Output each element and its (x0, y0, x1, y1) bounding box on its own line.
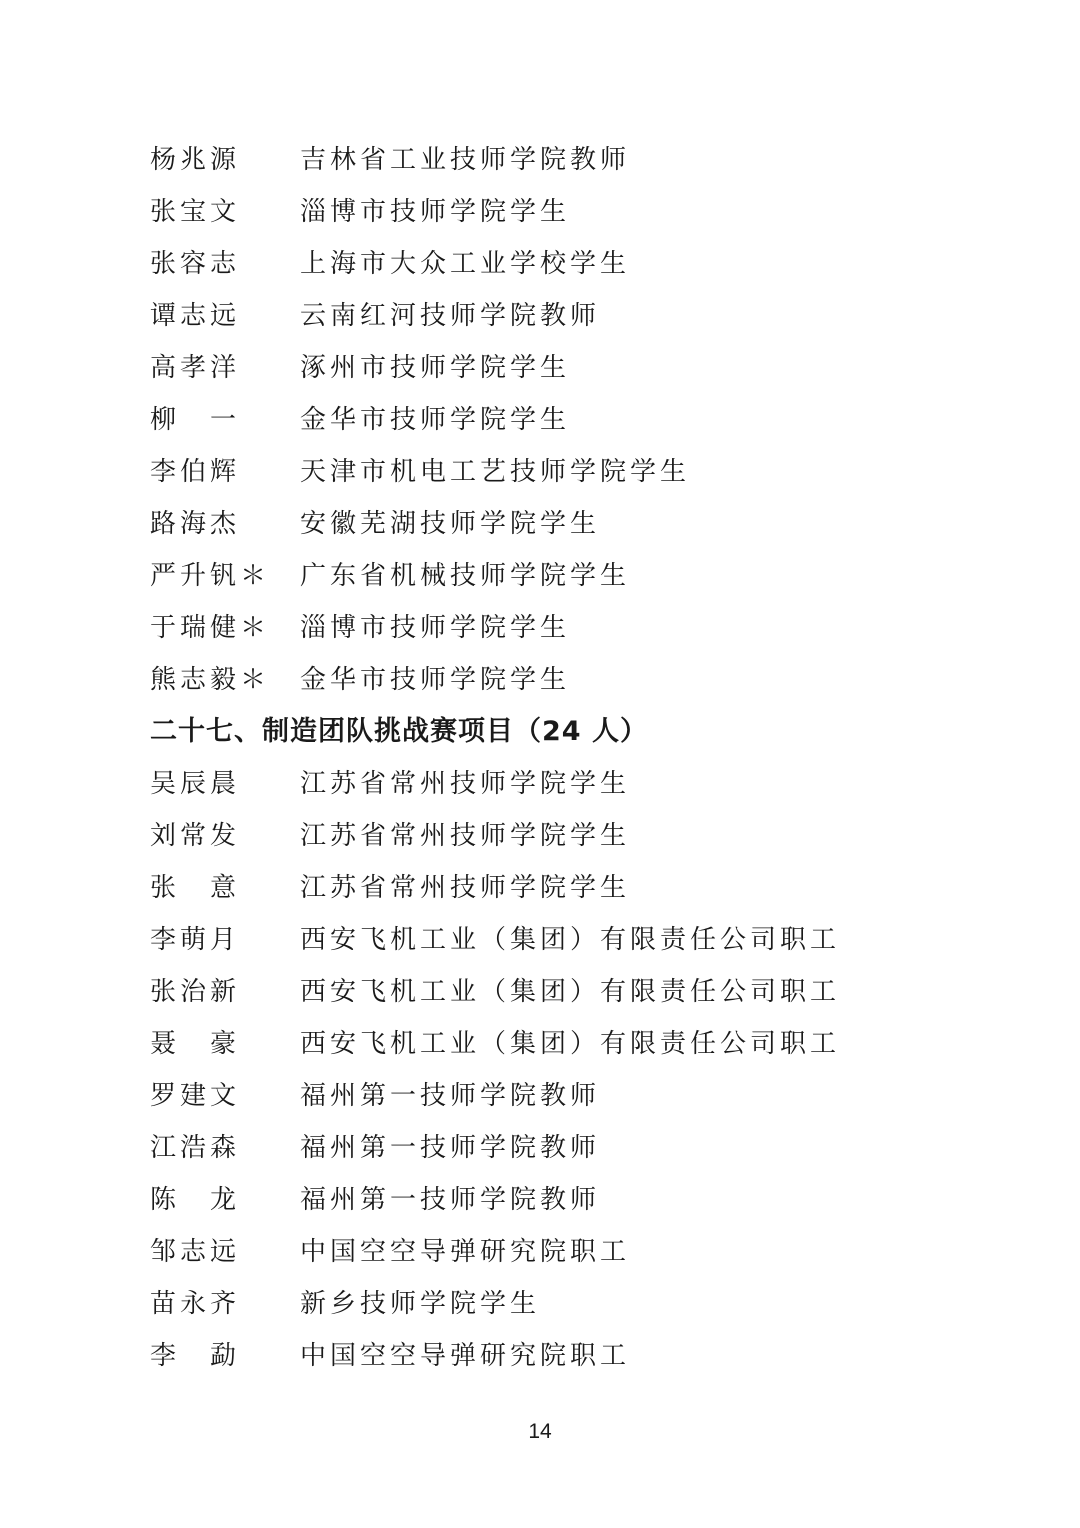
list-item (150, 495, 910, 547)
participant-name: 于瑞健＊ (150, 612, 271, 643)
participant-affiliation: 中国空空导弹研究院职工 (300, 1340, 631, 1371)
participant-affiliation: 福州第一技师学院教师 (300, 1184, 601, 1215)
participant-affiliation: 金华市技师学院学生 (300, 664, 571, 695)
participant-affiliation: 天津市机电工艺技师学院学生 (300, 456, 691, 487)
participant-name: 吴辰晨 (150, 768, 241, 799)
participant-name: 张治新 (150, 976, 241, 1007)
participant-name: 熊志毅＊ (150, 664, 271, 695)
list-item (150, 287, 910, 339)
participant-name: 邹志远 (150, 1236, 241, 1267)
participant-name: 李萌月 (150, 924, 241, 955)
list-item (150, 131, 910, 183)
list-item (150, 1171, 910, 1223)
list-item (150, 1119, 910, 1171)
list-item (150, 859, 910, 911)
participant-name: 陈 龙 (150, 1184, 241, 1215)
participant-name: 张容志 (150, 248, 241, 279)
participant-name: 苗永齐 (150, 1288, 241, 1319)
participant-name: 刘常发 (150, 820, 241, 851)
participant-affiliation: 云南红河技师学院教师 (300, 300, 601, 331)
participant-name: 杨兆源 (150, 144, 241, 175)
participant-affiliation: 福州第一技师学院教师 (300, 1132, 601, 1163)
list-item (150, 1067, 910, 1119)
participant-name: 严升钒＊ (150, 560, 271, 591)
participant-name: 张 意 (150, 872, 241, 903)
participant-name: 李伯辉 (150, 456, 241, 487)
participant-affiliation: 西安飞机工业（集团）有限责任公司职工 (300, 924, 841, 955)
participant-affiliation: 淄博市技师学院学生 (300, 612, 571, 643)
list-item (150, 183, 910, 235)
participant-name: 路海杰 (150, 508, 241, 539)
participant-name: 张宝文 (150, 196, 241, 227)
participant-affiliation: 吉林省工业技师学院教师 (300, 144, 631, 175)
participant-affiliation: 安徽芜湖技师学院学生 (300, 508, 601, 539)
participant-affiliation: 涿州市技师学院学生 (300, 352, 571, 383)
participant-list-previous-section (150, 131, 910, 703)
participant-affiliation: 新乡技师学院学生 (300, 1288, 541, 1319)
list-item (150, 391, 910, 443)
list-item (150, 339, 910, 391)
list-item (150, 807, 910, 859)
list-item (150, 1223, 910, 1275)
participant-name: 谭志远 (150, 300, 241, 331)
list-item (150, 1015, 910, 1067)
participant-affiliation: 上海市大众工业学校学生 (300, 248, 631, 279)
list-item (150, 755, 910, 807)
participant-affiliation: 江苏省常州技师学院学生 (300, 820, 631, 851)
participant-affiliation: 西安飞机工业（集团）有限责任公司职工 (300, 976, 841, 1007)
page-number: 14 (528, 1420, 552, 1443)
participant-name: 李 勐 (150, 1340, 241, 1371)
list-item (150, 547, 910, 599)
participant-name: 罗建文 (150, 1080, 241, 1111)
list-item (150, 651, 910, 703)
participant-name: 柳 一 (150, 404, 241, 435)
list-item (150, 1327, 910, 1379)
list-item (150, 911, 910, 963)
participant-name: 高孝洋 (150, 352, 241, 383)
participant-name: 聂 豪 (150, 1028, 241, 1059)
list-item (150, 963, 910, 1015)
list-item (150, 599, 910, 651)
participant-affiliation: 江苏省常州技师学院学生 (300, 872, 631, 903)
list-item (150, 443, 910, 495)
section-heading: 二十七、制造团队挑战赛项目（24 人） (150, 715, 648, 747)
list-item (150, 1275, 910, 1327)
participant-affiliation: 西安飞机工业（集团）有限责任公司职工 (300, 1028, 841, 1059)
participant-affiliation: 中国空空导弹研究院职工 (300, 1236, 631, 1267)
participant-affiliation: 福州第一技师学院教师 (300, 1080, 601, 1111)
participant-affiliation: 金华市技师学院学生 (300, 404, 571, 435)
list-item (150, 235, 910, 287)
participant-list-team-challenge (150, 755, 910, 1379)
participant-affiliation: 江苏省常州技师学院学生 (300, 768, 631, 799)
participant-affiliation: 淄博市技师学院学生 (300, 196, 571, 227)
participant-affiliation: 广东省机械技师学院学生 (300, 560, 631, 591)
participant-name: 江浩森 (150, 1132, 241, 1163)
